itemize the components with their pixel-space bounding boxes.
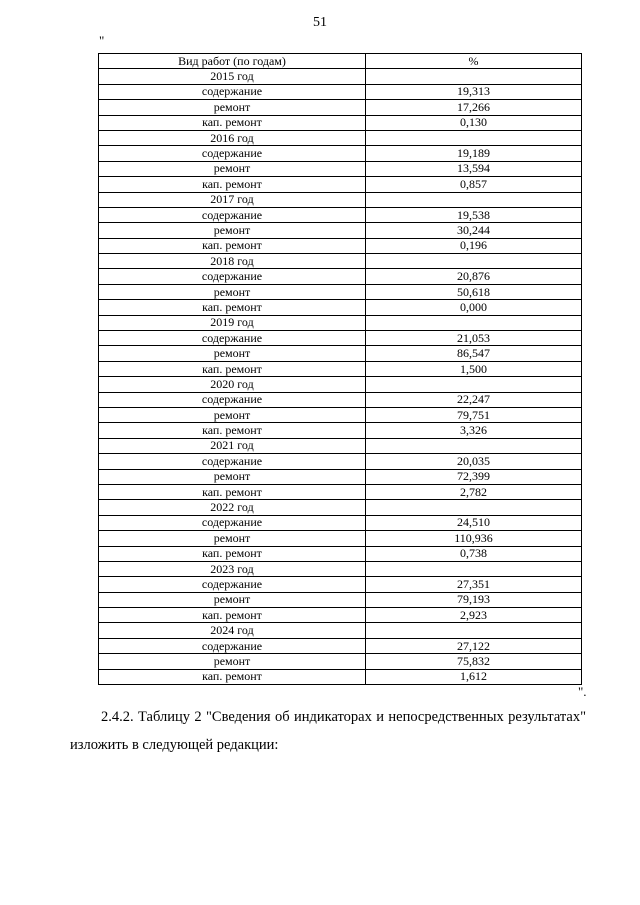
table-row (99, 254, 582, 269)
work-type-cell: содержание (99, 638, 366, 653)
percent-cell: 110,936 (366, 531, 582, 546)
percent-cell: 0,000 (366, 300, 582, 315)
percent-cell (366, 130, 582, 145)
work-type-cell: ремонт (99, 654, 366, 669)
table-row (99, 654, 582, 669)
work-percent-table (98, 53, 582, 685)
table-row (99, 561, 582, 576)
table-row (99, 331, 582, 346)
work-type-cell: кап. ремонт (99, 546, 366, 561)
work-type-cell: содержание (99, 331, 366, 346)
percent-cell: 2,923 (366, 608, 582, 623)
work-type-cell: ремонт (99, 469, 366, 484)
table-row (99, 161, 582, 176)
percent-cell: 27,122 (366, 638, 582, 653)
work-type-cell: ремонт (99, 100, 366, 115)
percent-cell: 27,351 (366, 577, 582, 592)
work-type-cell: кап. ремонт (99, 177, 366, 192)
work-type-cell: 2022 год (99, 500, 366, 515)
work-type-cell: кап. ремонт (99, 669, 366, 684)
table-row (99, 500, 582, 515)
table-row (99, 207, 582, 222)
table-row (99, 377, 582, 392)
table-row (99, 100, 582, 115)
work-type-cell: ремонт (99, 592, 366, 607)
work-type-cell: ремонт (99, 407, 366, 422)
table-row (99, 84, 582, 99)
percent-cell: 79,751 (366, 407, 582, 422)
table-row (99, 177, 582, 192)
table-row (99, 130, 582, 145)
percent-cell: 0,130 (366, 115, 582, 130)
work-type-cell: ремонт (99, 161, 366, 176)
table-row (99, 608, 582, 623)
percent-cell: 79,193 (366, 592, 582, 607)
table-row (99, 623, 582, 638)
percent-cell: 20,035 (366, 454, 582, 469)
table-row (99, 361, 582, 376)
percent-cell: 1,612 (366, 669, 582, 684)
percent-cell: 30,244 (366, 223, 582, 238)
work-type-cell: 2020 год (99, 377, 366, 392)
table-header-row (99, 54, 582, 69)
percent-cell: 20,876 (366, 269, 582, 284)
percent-cell: 22,247 (366, 392, 582, 407)
percent-cell: 86,547 (366, 346, 582, 361)
work-type-cell: 2016 год (99, 130, 366, 145)
table-row (99, 269, 582, 284)
percent-cell: 21,053 (366, 331, 582, 346)
percent-cell (366, 377, 582, 392)
work-type-cell: содержание (99, 269, 366, 284)
work-type-cell: содержание (99, 146, 366, 161)
percent-cell: 50,618 (366, 284, 582, 299)
table-row (99, 69, 582, 84)
percent-cell (366, 561, 582, 576)
work-type-cell: ремонт (99, 531, 366, 546)
percent-cell: 3,326 (366, 423, 582, 438)
work-type-cell: 2015 год (99, 69, 366, 84)
percent-cell: 19,189 (366, 146, 582, 161)
percent-cell: 13,594 (366, 161, 582, 176)
work-type-cell: ремонт (99, 223, 366, 238)
work-type-cell: кап. ремонт (99, 484, 366, 499)
work-type-cell: содержание (99, 392, 366, 407)
work-type-cell: 2019 год (99, 315, 366, 330)
closing-quote-mark: ". (578, 684, 587, 699)
table-row (99, 438, 582, 453)
percent-cell: 19,313 (366, 84, 582, 99)
header-percent: % (366, 54, 582, 69)
percent-cell (366, 500, 582, 515)
work-type-cell: кап. ремонт (99, 361, 366, 376)
table-row (99, 469, 582, 484)
table-header (99, 54, 582, 69)
table-row (99, 577, 582, 592)
opening-quote-mark: " (99, 33, 105, 48)
percent-cell: 75,832 (366, 654, 582, 669)
table-body (99, 69, 582, 685)
work-type-cell: содержание (99, 515, 366, 530)
percent-cell: 2,782 (366, 484, 582, 499)
percent-cell (366, 254, 582, 269)
work-type-cell: содержание (99, 84, 366, 99)
percent-cell (366, 69, 582, 84)
table-row (99, 238, 582, 253)
percent-cell: 0,738 (366, 546, 582, 561)
amendment-paragraph: 2.4.2. Таблицу 2 "Сведения об индикаторах и непосредственных результатах" изложить в следующей редакции: (70, 709, 586, 753)
table-row (99, 669, 582, 684)
work-type-cell: кап. ремонт (99, 300, 366, 315)
work-type-cell: 2018 год (99, 254, 366, 269)
table-row (99, 146, 582, 161)
percent-cell (366, 623, 582, 638)
percent-cell: 0,196 (366, 238, 582, 253)
percent-cell: 0,857 (366, 177, 582, 192)
work-type-cell: ремонт (99, 284, 366, 299)
percent-cell: 1,500 (366, 361, 582, 376)
work-type-cell: кап. ремонт (99, 115, 366, 130)
table-row (99, 300, 582, 315)
page-number: 51 (313, 15, 327, 30)
table-row (99, 115, 582, 130)
work-type-cell: кап. ремонт (99, 608, 366, 623)
percent-cell: 72,399 (366, 469, 582, 484)
table-row (99, 192, 582, 207)
work-type-cell: 2024 год (99, 623, 366, 638)
table-row (99, 284, 582, 299)
work-type-cell: содержание (99, 577, 366, 592)
table-row (99, 531, 582, 546)
table-row (99, 638, 582, 653)
work-type-cell: содержание (99, 207, 366, 222)
table-row (99, 392, 582, 407)
work-type-cell: кап. ремонт (99, 423, 366, 438)
work-type-cell: содержание (99, 454, 366, 469)
percent-cell (366, 192, 582, 207)
percent-cell: 24,510 (366, 515, 582, 530)
work-type-cell: 2017 год (99, 192, 366, 207)
percent-cell (366, 438, 582, 453)
header-work-type: Вид работ (по годам) (99, 54, 366, 69)
table-row (99, 315, 582, 330)
work-type-cell: 2021 год (99, 438, 366, 453)
table-row (99, 592, 582, 607)
table-row (99, 454, 582, 469)
table-row (99, 423, 582, 438)
table-row (99, 223, 582, 238)
work-type-cell: ремонт (99, 346, 366, 361)
percent-cell: 19,538 (366, 207, 582, 222)
percent-cell (366, 315, 582, 330)
table-row (99, 484, 582, 499)
table-row (99, 546, 582, 561)
work-type-cell: кап. ремонт (99, 238, 366, 253)
table-row (99, 346, 582, 361)
table-row (99, 515, 582, 530)
work-type-cell: 2023 год (99, 561, 366, 576)
table-row (99, 407, 582, 422)
percent-cell: 17,266 (366, 100, 582, 115)
